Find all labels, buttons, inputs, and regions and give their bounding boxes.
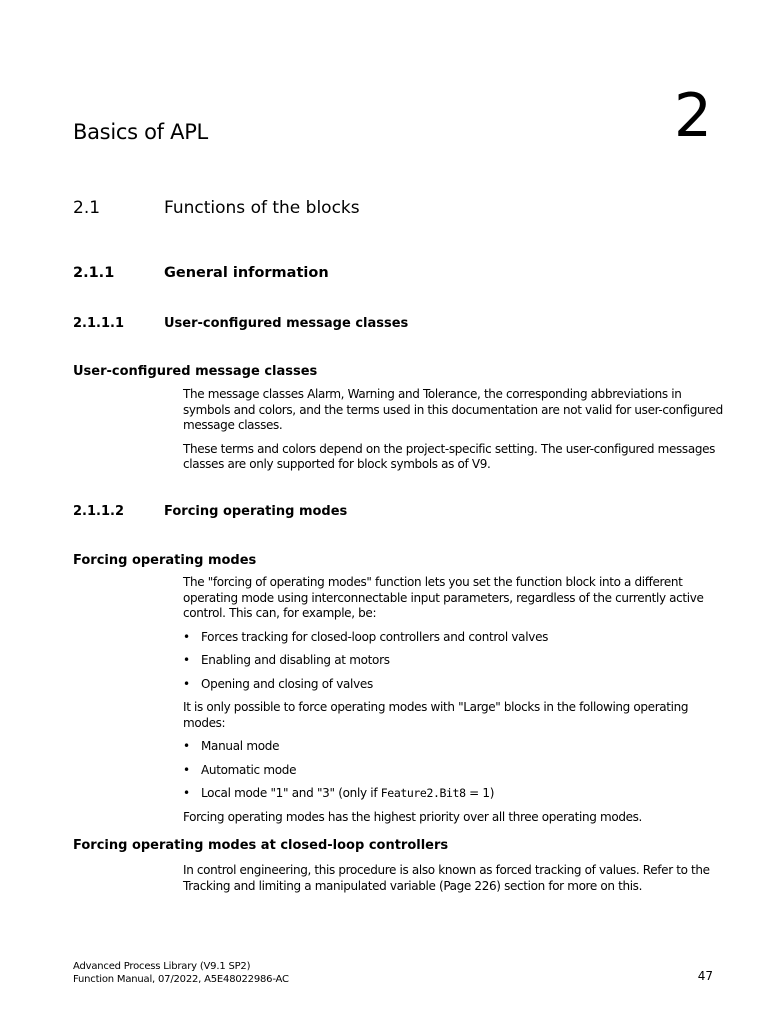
list-item: • Local mode "1" and "3" (only if Feature2.Bit8 = 1) [183, 786, 495, 800]
footer-line-1: Advanced Process Library (V9.1 SP2) [73, 961, 251, 972]
paragraph-heading-forcing: Forcing operating modes [73, 553, 257, 568]
section-2-1-1-1-title: User-configured message classes [164, 316, 409, 331]
list-item: • Forces tracking for closed-loop controllers and control valves [183, 629, 549, 644]
section-2-1-1-title: General information [164, 265, 329, 281]
footer-line-2: Function Manual, 07/2022, A5E48022986-AC [73, 974, 289, 985]
large-blocks-intro: It is only possible to force operating modes with "Large" blocks in the following operating modes: [183, 700, 689, 730]
page-number: 47 [697, 969, 713, 983]
bullet-icon: • [183, 629, 190, 644]
closed-loop-body [183, 863, 723, 902]
section-2-1-title: Functions of the blocks [164, 198, 360, 218]
user-configured-body [183, 387, 723, 481]
code-feature2-bit8: Feature2.Bit8 [380, 786, 466, 800]
forcing-examples-list [183, 630, 723, 693]
bullet-icon: • [183, 786, 190, 800]
forcing-intro: The "forcing of operating modes" function lets you set the function block into a different operating mode using interconnectable input parameters, regardless of the currently active control. This can, for example, be: [183, 575, 704, 620]
closed-loop-text: In control engineering, this procedure is also known as forced tracking of values. Refer to the Tracking and limiting a manipulated variable (Page 226) section for more on this. [183, 863, 710, 893]
paragraph-heading-closed-loop: Forcing operating modes at closed-loop controllers [73, 838, 449, 853]
section-2-1-1-2-title: Forcing operating modes [164, 504, 348, 519]
list-item: • Opening and closing of valves [183, 676, 373, 691]
list-item: • Manual mode [183, 739, 280, 753]
bullet-icon: • [183, 653, 190, 667]
bullet-icon: • [183, 676, 190, 691]
paragraph-heading-user-configured: User-configured message classes [73, 364, 318, 379]
bullet-icon: • [183, 739, 190, 753]
footer [73, 960, 289, 986]
chapter-title: Basics of APL [73, 120, 208, 144]
list-item: • Automatic mode [183, 762, 297, 777]
user-configured-paragraph-1: The message classes Alarm, Warning and Tolerance, the corresponding abbreviations in symbols and colors, and the terms used in this documentation are not valid for user-configured message classes. [183, 387, 723, 432]
section-2-1-1-1-number: 2.1.1.1 [73, 316, 124, 331]
forcing-body [183, 575, 723, 833]
chapter-number: 2 [673, 81, 712, 151]
list-item: • Enabling and disabling at motors [183, 653, 390, 667]
user-configured-paragraph-2: These terms and colors depend on the project-specific setting. The user-configured messages classes are only supported for block symbols as of V9. [183, 441, 716, 471]
section-2-1-number: 2.1 [73, 198, 101, 218]
section-2-1-1-2-number: 2.1.1.2 [73, 504, 124, 519]
priority-note: Forcing operating modes has the highest priority over all three operating modes. [183, 809, 642, 824]
bullet-icon: • [183, 762, 190, 777]
section-2-1-1-number: 2.1.1 [73, 265, 115, 281]
operating-modes-list [183, 739, 723, 802]
